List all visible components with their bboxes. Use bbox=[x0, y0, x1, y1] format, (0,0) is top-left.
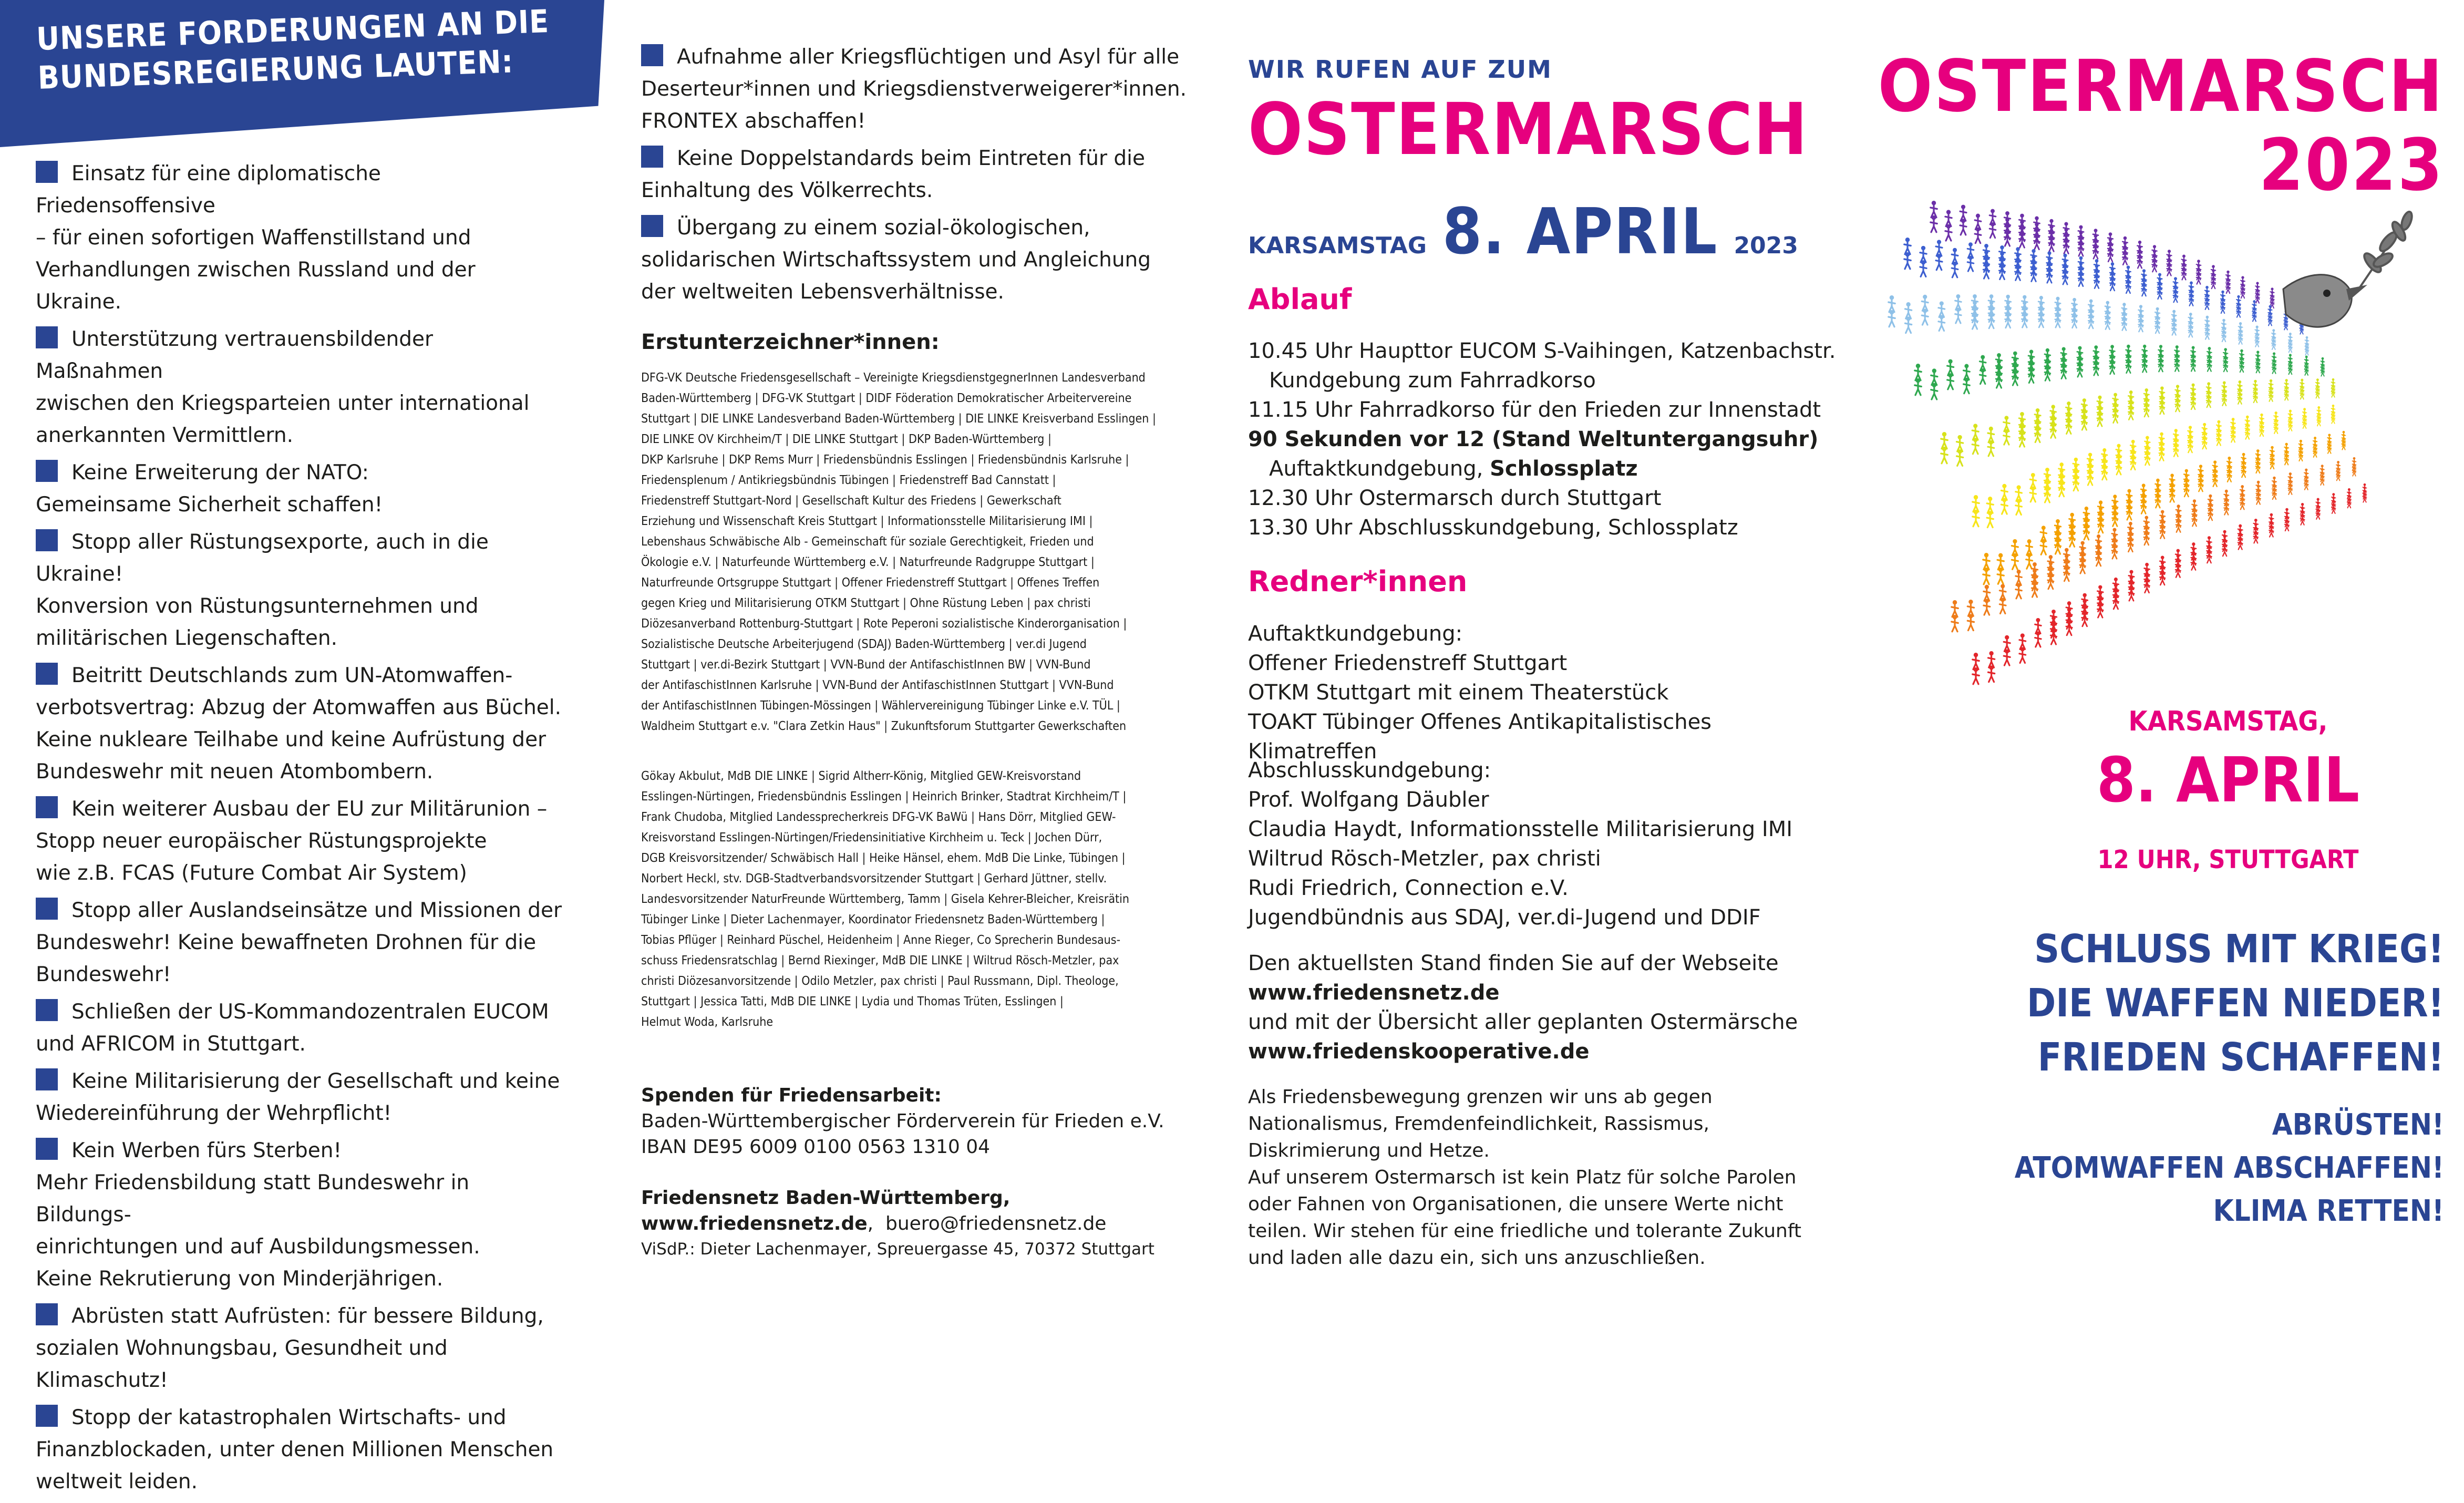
statement-line: und laden alle dazu ein, sich uns anzuschließen. bbox=[1248, 1247, 1706, 1269]
marcher-figure bbox=[1967, 600, 1974, 616]
marcher-figure bbox=[1973, 495, 1980, 512]
demand-line: Kein Werben fürs Sterben! bbox=[71, 1139, 342, 1162]
opening-speakers bbox=[1248, 619, 1842, 766]
cover-panel bbox=[1871, 0, 2464, 1303]
signer-person-line: DGB Kreisvorsitzender/ Schwäbisch Hall | Heike Hänsel, ehem. MdB Die Linke, Tübingen | bbox=[641, 851, 1126, 865]
marcher-figure bbox=[1922, 295, 1928, 311]
demand-line: Beitritt Deutschlands zum UN-Atomwaffen- bbox=[71, 664, 513, 687]
marcher-figure bbox=[1931, 201, 1937, 218]
marcher-figure bbox=[1983, 553, 1990, 570]
demand-item bbox=[36, 457, 566, 521]
demand-line: Stopp neuer europäischer Rüstungsprojekte bbox=[36, 829, 487, 853]
program-panel bbox=[1245, 0, 1844, 1303]
signer-person-line: Esslingen-Nürtingen, Friedensbündnis Esslingen | Heinrich Brinker, Stadtrat Kirchheim/T | bbox=[641, 790, 1127, 804]
network-name: Friedensnetz Baden-Württemberg, bbox=[641, 1187, 1011, 1209]
signer-org-line: DIE LINKE OV Kirchheim/T | DIE LINKE Stuttgart | DKP Baden-Württemberg | bbox=[641, 433, 1051, 446]
statement-line: Diskrimierung und Hetze. bbox=[1248, 1140, 1490, 1161]
marcher-figure bbox=[1931, 368, 1937, 385]
marcher-figure bbox=[2030, 473, 2036, 489]
signer-person-line: Landesvorsitzender NaturFreunde Württemberg, Tamm | Gisela Kehrer-Bleicher, Kreisrätin bbox=[641, 892, 1130, 906]
schedule-list bbox=[1248, 336, 1842, 542]
marcher-figure bbox=[1989, 209, 1996, 225]
marcher-figure bbox=[2026, 539, 2033, 555]
signer-person-line: Gökay Akbulut, MdB DIE LINKE | Sigrid Altherr-König, Mitglied GEW-Kreisvorstand bbox=[641, 769, 1081, 783]
cover-day: KARSAMSTAG, bbox=[2128, 706, 2328, 737]
bullet-square-icon bbox=[36, 1303, 58, 1325]
demands-panel bbox=[0, 0, 578, 1494]
marcher-figure bbox=[2040, 526, 2047, 541]
demand-line: Bundeswehr! bbox=[36, 963, 171, 986]
marcher-figure bbox=[1915, 364, 1922, 380]
signer-org-line: Stuttgart | ver.di-Bezirk Stuttgart | VVN-Bund der AntifaschistInnen BW | VVN-Bund bbox=[641, 658, 1091, 672]
bullet-square-icon bbox=[36, 1068, 58, 1090]
marcher-figure bbox=[2035, 618, 2042, 634]
demand-item bbox=[36, 660, 566, 788]
demand-line: Verhandlungen zwischen Russland und der Ukraine. bbox=[36, 258, 476, 314]
call-text: WIR RUFEN AUF ZUM bbox=[1248, 55, 1552, 84]
speaker: Rudi Friedrich, Connection e.V. bbox=[1248, 876, 1569, 900]
signer-org-line: Baden-Württemberg | DFG-VK Stuttgart | DIDF Föderation Demokratischer Arbeitervereine bbox=[641, 392, 1132, 405]
cover-year: 2023 bbox=[2259, 124, 2444, 207]
demand-line: der weltweiten Lebensverhältnisse. bbox=[641, 280, 1004, 304]
dove-beak bbox=[2346, 285, 2367, 301]
speaker: Jugendbündnis aus SDAJ, ver.di-Jugend und DDIF bbox=[1248, 905, 1761, 930]
marcher-figure bbox=[2019, 633, 2026, 649]
schedule-text: 13.30 Uhr Abschlusskundgebung, Schlossplatz bbox=[1248, 516, 1738, 540]
signer-org-line: Diözesanverband Rottenburg-Stuttgart | Rote Peperoni sozialistische Kinderorganisation | bbox=[641, 617, 1127, 631]
demand-line: FRONTEX abschaffen! bbox=[641, 109, 866, 133]
signer-org-line: der AntifaschistInnen Tübingen-Mössingen | Wählervereinigung Tübinger Linke e.V. TÜL | bbox=[641, 699, 1120, 713]
signer-org-line: Stuttgart | DIE LINKE Landesverband Baden-Württemberg | DIE LINKE Kreisverband Esslingen | bbox=[641, 412, 1156, 426]
info-text: und mit der Übersicht aller geplanten Ostermärsche bbox=[1248, 1010, 1798, 1034]
demand-line: Stopp aller Rüstungsexporte, auch in die Ukraine! bbox=[36, 530, 489, 586]
marcher-figure bbox=[2016, 485, 2022, 501]
demand-line: Keine Rekrutierung von Minderjährigen. bbox=[36, 1267, 444, 1291]
marcher-figure bbox=[1904, 238, 1911, 254]
speakers-heading: Redner*innen bbox=[1248, 565, 1468, 598]
year: 2023 bbox=[1734, 232, 1798, 259]
demand-line: Schließen der US-Kommandozentralen EUCOM bbox=[71, 1000, 549, 1024]
demands-title: UNSERE FORDERUNGEN AN DIE BUNDESREGIERUNG LAUTEN: bbox=[36, 3, 550, 97]
signer-org-line: Waldheim Stuttgart e.v. "Clara Zetkin Haus" | Zukunftsforum Stuttgarter Gewerkschaften bbox=[641, 719, 1127, 733]
friedenskooperative-link[interactable]: www.friedenskooperative.de bbox=[1248, 1039, 1590, 1064]
demand-item bbox=[641, 142, 1209, 207]
closing-speakers bbox=[1248, 756, 1842, 932]
marcher-figure bbox=[1972, 424, 1978, 440]
donations-heading: Spenden für Friedensarbeit: bbox=[641, 1085, 942, 1106]
bullet-square-icon bbox=[36, 796, 58, 818]
slogan: SCHLUSS MIT KRIEG! bbox=[2034, 926, 2444, 972]
statement-line: Auf unserem Ostermarsch ist kein Platz für solche Parolen bbox=[1248, 1167, 1797, 1188]
donations-line: Baden-Württembergischer Förderverein für Frieden e.V. bbox=[641, 1110, 1164, 1132]
marcher-figure bbox=[1939, 301, 1945, 317]
marcher-figure bbox=[2004, 416, 2010, 431]
bullet-square-icon bbox=[36, 529, 58, 551]
marcher-figure bbox=[2016, 570, 2022, 585]
demand-line: sozialen Wohnungsbau, Gesundheit und Klimaschutz! bbox=[36, 1336, 448, 1392]
bullet-square-icon bbox=[641, 44, 663, 66]
schedule-heading: Ablauf bbox=[1248, 283, 1352, 316]
marcher-figure bbox=[1941, 432, 1948, 449]
march-title: OSTERMARSCH bbox=[1248, 88, 1809, 171]
schedule-item bbox=[1248, 395, 1842, 425]
signer-person-line: Kreisvorstand Esslingen-Nürtingen/Friedensinitiative Kirchheim u. Teck | Jochen Dürr, bbox=[641, 831, 1102, 845]
demand-item bbox=[641, 212, 1209, 308]
marcher-figure bbox=[1956, 435, 1963, 451]
demand-line: Deserteur*innen und Kriegsdienstverweigerer*innen. bbox=[641, 77, 1187, 101]
signer-org-line: DFG-VK Deutsche Friedensgesellschaft – Vereinigte KriegsdienstgegnerInnen Landesverband bbox=[641, 371, 1146, 385]
day: KARSAMSTAG bbox=[1248, 232, 1427, 259]
marcher-figure bbox=[1952, 600, 1958, 617]
marcher-figure bbox=[1987, 497, 1993, 513]
marcher-figure bbox=[1984, 585, 1990, 601]
schedule-bold: Schlossplatz bbox=[1490, 457, 1638, 481]
signer-person-line: Norbert Heckl, stv. DGB-Stadtverbandsvorsitzender Stuttgart | Gerhard Jüttner, stellv. bbox=[641, 872, 1107, 886]
bullet-square-icon bbox=[36, 326, 58, 348]
demand-line: Übergang zu einem sozial-ökologischen, bbox=[677, 216, 1090, 240]
network-mail-link[interactable]: buero@friedensnetz.de bbox=[885, 1213, 1107, 1234]
demand-line: Stopp der katastrophalen Wirtschafts- und bbox=[71, 1406, 507, 1429]
marcher-figure bbox=[1920, 246, 1926, 262]
signer-org-line: DKP Karlsruhe | DKP Rems Murr | Friedensbündnis Esslingen | Friedensbündnis Karlsruhe | bbox=[641, 453, 1129, 467]
slogan: KLIMA RETTEN! bbox=[2213, 1194, 2444, 1228]
demand-item bbox=[641, 41, 1209, 137]
date: 8. APRIL bbox=[1442, 195, 1718, 269]
bullet-square-icon bbox=[36, 999, 58, 1021]
schedule-text: 10.45 Uhr Haupttor EUCOM S-Vaihingen, Katzenbachstr. bbox=[1248, 339, 1836, 363]
signer-person-line: Tobias Pflüger | Reinhard Püschel, Heidenheim | Anne Rieger, Co Sprecherin Bundesaus- bbox=[641, 933, 1121, 947]
contact bbox=[641, 1185, 1209, 1262]
demand-item bbox=[36, 323, 566, 451]
demand-line: Bundeswehr mit neuen Atombombern. bbox=[36, 760, 434, 784]
demand-item bbox=[36, 894, 566, 991]
peace-dove-illustration bbox=[1871, 147, 2428, 725]
demand-line: solidarischen Wirtschaftssystem und Angleichung bbox=[641, 248, 1151, 272]
demand-line: einrichtungen und auf Ausbildungsmessen. bbox=[36, 1235, 480, 1259]
demand-line: Keine nukleare Teilhabe und keine Aufrüstung der bbox=[36, 728, 547, 752]
marcher-figure bbox=[1945, 210, 1952, 226]
dove-head bbox=[2283, 275, 2367, 327]
statement-line: Als Friedensbewegung grenzen wir uns ab gegen bbox=[1248, 1086, 1713, 1108]
marcher-figure bbox=[1905, 302, 1911, 318]
signer-person-line: Helmut Woda, Karlsruhe bbox=[641, 1015, 774, 1029]
slogan: DIE WAFFEN NIEDER! bbox=[2026, 981, 2444, 1026]
marcher-figure bbox=[1955, 294, 1962, 310]
info-text: Den aktuellsten Stand finden Sie auf der Webseite bbox=[1248, 951, 1779, 975]
visdp: ViSdP.: Dieter Lachenmayer, Spreuergasse 45, 70372 Stuttgart bbox=[641, 1240, 1154, 1259]
marcher-figure bbox=[1889, 295, 1895, 312]
demand-item bbox=[36, 996, 566, 1060]
schedule-item bbox=[1248, 366, 1842, 395]
demand-line: anerkannten Vermittlern. bbox=[36, 424, 293, 447]
schedule-item bbox=[1248, 336, 1842, 366]
demand-line: weltweit leiden. bbox=[36, 1470, 198, 1494]
demand-item bbox=[36, 158, 566, 318]
bullet-square-icon bbox=[36, 460, 58, 482]
closing-label: Abschlusskundgebung: bbox=[1248, 758, 1491, 783]
demand-line: Mehr Friedensbildung statt Bundeswehr in Bildungs- bbox=[36, 1171, 470, 1227]
marcher-figure bbox=[1952, 248, 1958, 264]
schedule-text: Kundgebung zum Fahrradkorso bbox=[1269, 368, 1596, 393]
demand-line: Keine Doppelstandards beim Eintreten für die bbox=[677, 147, 1146, 170]
marcher-figure bbox=[1967, 242, 1974, 258]
marcher-figure bbox=[1999, 584, 2006, 600]
speaker: Offener Friedenstreff Stuttgart bbox=[1248, 651, 1568, 675]
bullet-square-icon bbox=[36, 1138, 58, 1160]
signers-heading: Erstunterzeichner*innen: bbox=[641, 330, 940, 354]
signer-org-line: der AntifaschistInnen Karlsruhe | VVN-Bund der AntifaschistInnen Stuttgart | VVN-Bund bbox=[641, 678, 1114, 692]
marcher-figure bbox=[1975, 214, 1981, 230]
signer-org-line: Erziehung und Wissenschaft Kreis Stuttgart | Informationsstelle Militarisierung IMI | bbox=[641, 514, 1093, 528]
schedule-text: 11.15 Uhr Fahrradkorso für den Frieden zur Innenstadt bbox=[1248, 398, 1821, 422]
demand-line: Wiedereinführung der Wehrpflicht! bbox=[36, 1101, 392, 1125]
schedule-item bbox=[1248, 425, 1842, 454]
marcher-figure bbox=[1988, 427, 1994, 442]
signer-person-line: christi Diözesanvorsitzende | Odilo Metzler, pax christi | Paul Russmann, Dipl. Theologe, bbox=[641, 974, 1119, 988]
demand-item bbox=[36, 1300, 566, 1396]
demand-line: – für einen sofortigen Waffenstillstand und bbox=[36, 226, 471, 250]
cover-time-place: 12 UHR, STUTTGART bbox=[2097, 845, 2359, 874]
marcher-figure bbox=[1960, 205, 1966, 221]
slogan: ATOMWAFFEN ABSCHAFFEN! bbox=[2014, 1151, 2444, 1185]
marcher-figure bbox=[2012, 539, 2018, 555]
signer-org-line: Friedensplenum / Antikriegsbündnis Tübingen | Friedenstreff Bad Cannstatt | bbox=[641, 473, 1056, 487]
opening-label: Auftaktkundgebung: bbox=[1248, 622, 1463, 646]
statement bbox=[1248, 1084, 1826, 1271]
marcher-figure bbox=[1997, 553, 2004, 570]
schedule-item bbox=[1248, 513, 1842, 542]
bullet-square-icon bbox=[36, 1405, 58, 1427]
demand-line: Keine Erweiterung der NATO: bbox=[71, 461, 369, 485]
cover-title-text: OSTERMARSCH bbox=[1878, 45, 2444, 128]
speaker: OTKM Stuttgart mit einem Theaterstück bbox=[1248, 681, 1669, 705]
bullet-square-icon bbox=[641, 146, 663, 168]
demand-line: Finanzblockaden, unter denen Millionen Menschen bbox=[36, 1438, 554, 1461]
schedule-text: 12.30 Uhr Ostermarsch durch Stuttgart bbox=[1248, 486, 1662, 510]
demand-line: zwischen den Kriegsparteien unter international bbox=[36, 392, 530, 415]
signer-person-line: Frank Chudoba, Mitglied Landessprecherkreis DFG-VK BaWü | Hans Dörr, Mitglied GEW- bbox=[641, 810, 1116, 824]
dove-crowd-bands bbox=[1889, 201, 2367, 684]
demand-item bbox=[36, 793, 566, 889]
web-info bbox=[1248, 949, 1842, 1066]
donations-line: IBAN DE95 6009 0100 0563 1310 04 bbox=[641, 1136, 991, 1158]
slogan: FRIEDEN SCHAFFEN! bbox=[2037, 1035, 2444, 1080]
speaker: Prof. Wolfgang Däubler bbox=[1248, 788, 1489, 812]
demand-line: Gemeinsame Sicherheit schaffen! bbox=[36, 493, 383, 517]
demand-line: Unterstützung vertrauensbildender Maßnahmen bbox=[36, 327, 434, 383]
marcher-figure bbox=[1980, 355, 1986, 371]
cover-date: 8. APRIL bbox=[2097, 744, 2359, 816]
speaker: Wiltrud Rösch-Metzler, pax christi bbox=[1248, 847, 1601, 871]
statement-line: teilen. Wir stehen für eine friedliche und tolerante Zukunft bbox=[1248, 1220, 1801, 1242]
marcher-figure bbox=[2004, 635, 2010, 652]
signer-org-line: Friedenstreff Stuttgart-Nord | Gesellschaft Kultur des Friedens | Gewerkschaft bbox=[641, 494, 1061, 508]
demand-item bbox=[36, 526, 566, 654]
demand-line: Kein weiterer Ausbau der EU zur Militärunion – bbox=[71, 797, 548, 821]
marcher-figure bbox=[2001, 484, 2007, 500]
demand-line: Aufnahme aller Kriegsflüchtigen und Asyl für alle bbox=[677, 45, 1180, 69]
bullet-square-icon bbox=[36, 898, 58, 920]
slogans-main bbox=[2027, 922, 2444, 1085]
signers-panel bbox=[620, 0, 1214, 1303]
demands-list-continued bbox=[641, 41, 1209, 313]
demand-line: und AFRICOM in Stuttgart. bbox=[36, 1032, 306, 1056]
signer-organizations bbox=[641, 368, 1209, 737]
marcher-figure bbox=[1973, 653, 1980, 670]
slogan: ABRÜSTEN! bbox=[2272, 1108, 2444, 1142]
statement-line: oder Fahnen von Organisationen, die unsere Werte nicht bbox=[1248, 1193, 1783, 1215]
schedule-text: Auftaktkundgebung, bbox=[1269, 457, 1490, 481]
bullet-square-icon bbox=[36, 663, 58, 685]
demand-item bbox=[36, 1065, 566, 1129]
demand-line: Konversion von Rüstungsunternehmen und bbox=[36, 594, 479, 618]
schedule-bold: 90 Sekunden vor 12 (Stand Weltuntergangsuhr) bbox=[1248, 427, 1819, 451]
speaker: Claudia Haydt, Informationsstelle Militarisierung IMI bbox=[1248, 817, 1792, 841]
demand-line: Einsatz für eine diplomatische Friedensoffensive bbox=[36, 162, 381, 218]
network-web-link[interactable]: www.friedensnetz.de bbox=[641, 1213, 868, 1234]
demand-line: militärischen Liegenschaften. bbox=[36, 626, 337, 650]
signer-org-line: gegen Krieg und Militarisierung OTKM Stuttgart | Ohne Rüstung Leben | pax christi bbox=[641, 596, 1091, 610]
signer-org-line: Naturfreunde Ortsgruppe Stuttgart | Offener Friedenstreff Stuttgart | Offenes Treffen bbox=[641, 576, 1100, 590]
schedule-item bbox=[1248, 483, 1842, 513]
marcher-figure bbox=[1988, 651, 1994, 667]
signer-org-line: Ökologie e.V. | Naturfeunde Württemberg e.V. | Naturfreunde Radgruppe Stuttgart | bbox=[641, 555, 1095, 569]
signer-persons bbox=[641, 766, 1209, 1033]
marcher-figure bbox=[1963, 364, 1970, 380]
signer-person-line: Stuttgart | Jessica Tatti, MdB DIE LINKE | Lydia und Thomas Trüten, Esslingen | bbox=[641, 995, 1064, 1008]
demand-line: wie z.B. FCAS (Future Combat Air System) bbox=[36, 861, 467, 885]
signer-person-line: schuss Friedensratschlag | Bernd Riexinger, MdB DIE LINKE | Wiltrud Rösch-Metzler, pax bbox=[641, 954, 1119, 967]
speaker: TOAKT Tübinger Offenes Antikapitalistisches Klimatreffen bbox=[1248, 710, 1712, 764]
demand-item bbox=[36, 1135, 566, 1295]
slogans-secondary bbox=[2015, 1104, 2444, 1233]
schedule-item bbox=[1248, 454, 1842, 483]
demand-line: Bundeswehr! Keine bewaffneten Drohnen für die bbox=[36, 931, 537, 954]
statement-line: Nationalismus, Fremdenfeindlichkeit, Rassismus, bbox=[1248, 1113, 1709, 1135]
signer-org-line: Sozialistische Deutsche Arbeiterjugend (SDAJ) Baden-Württemberg | ver.di Jugend bbox=[641, 637, 1087, 651]
marcher-figure bbox=[1936, 240, 1942, 256]
dove-eye bbox=[2323, 290, 2331, 297]
marcher-figure bbox=[1947, 359, 1954, 376]
demand-line: verbotsvertrag: Abzug der Atomwaffen aus Büchel. bbox=[36, 696, 562, 719]
signer-org-line: Lebenshaus Schwäbische Alb - Gemeinschaft für soziale Gerechtigkeit, Frieden und bbox=[641, 535, 1094, 549]
demand-line: Keine Militarisierung der Gesellschaft und keine bbox=[71, 1069, 560, 1093]
donations bbox=[641, 1083, 1209, 1160]
signer-person-line: Tübinger Linke | Dieter Lachenmayer, Koordinator Friedensnetz Baden-Württemberg | bbox=[641, 913, 1105, 926]
demand-line: Einhaltung des Völkerrechts. bbox=[641, 179, 933, 202]
bullet-square-icon bbox=[641, 215, 663, 237]
demand-line: Abrüsten statt Aufrüsten: für bessere Bildung, bbox=[71, 1304, 544, 1328]
demands-list bbox=[36, 158, 566, 1503]
friedensnetz-link[interactable]: www.friedensnetz.de bbox=[1248, 981, 1500, 1005]
demand-item bbox=[36, 1402, 566, 1498]
olive-branch-icon bbox=[2359, 210, 2414, 288]
date-line bbox=[1248, 195, 1798, 269]
separator: , bbox=[867, 1213, 885, 1234]
demand-line: Stopp aller Auslandseinsätze und Missionen der bbox=[71, 899, 562, 922]
bullet-square-icon bbox=[36, 161, 58, 183]
